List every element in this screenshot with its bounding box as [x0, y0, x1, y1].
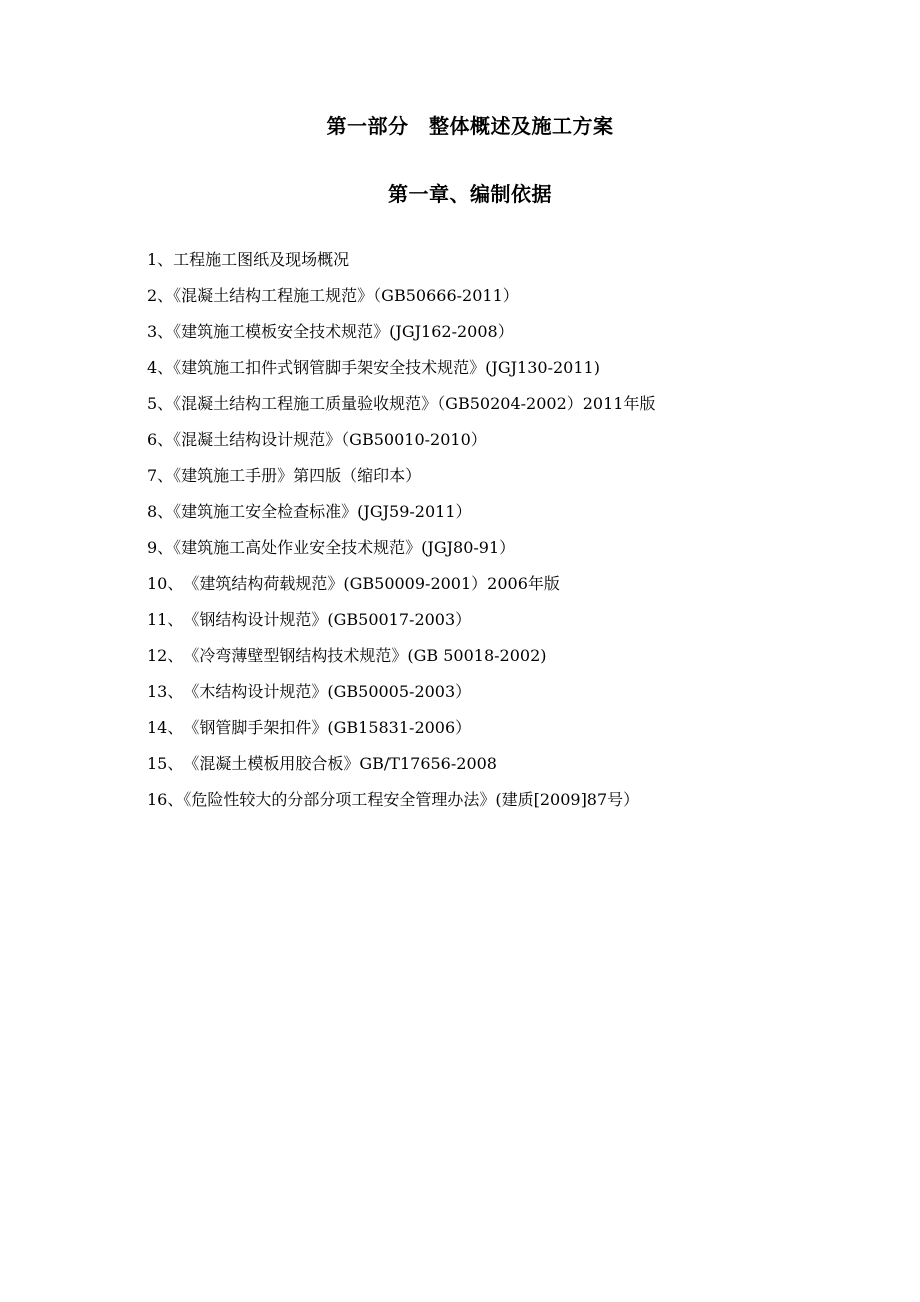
reference-item-15: 15、 《混凝土模板用胶合板》GB/T17656-2008 — [147, 754, 497, 773]
reference-list — [147, 247, 887, 823]
reference-item-8: 8、《建筑施工安全检查标准》(JGJ59-2011） — [147, 502, 472, 521]
reference-item-10: 10、 《建筑结构荷载规范》(GB50009-2001）2006年版 — [147, 574, 560, 593]
part-title: 第一部分 整体概述及施工方案 — [326, 114, 614, 138]
chapter-title: 第一章、编制依据 — [388, 182, 552, 206]
reference-item-13: 13、 《木结构设计规范》(GB50005-2003） — [147, 682, 472, 701]
reference-item-9: 9、《建筑施工高处作业安全技术规范》(JGJ80-91） — [147, 538, 516, 557]
reference-item-12: 12、 《冷弯薄壁型钢结构技术规范》(GB 50018-2002) — [147, 646, 547, 665]
reference-item-2: 2、《混凝土结构工程施工规范》（GB50666-2011） — [147, 286, 519, 305]
reference-item-16: 16、《危险性较大的分部分项工程安全管理办法》(建质[2009]87号） — [147, 790, 640, 809]
reference-item-11: 11、 《钢结构设计规范》(GB50017-2003） — [147, 610, 472, 629]
reference-item-3: 3、《建筑施工模板安全技术规范》(JGJ162-2008） — [147, 322, 514, 341]
reference-item-5: 5、《混凝土结构工程施工质量验收规范》（GB50204-2002）2011年版 — [147, 394, 656, 413]
reference-item-14: 14、 《钢管脚手架扣件》(GB15831-2006） — [147, 718, 472, 737]
reference-item-4: 4、《建筑施工扣件式钢管脚手架安全技术规范》(JGJ130-2011) — [147, 358, 600, 377]
reference-item-1: 1、工程施工图纸及现场概况 — [147, 250, 350, 269]
reference-item-6: 6、《混凝土结构设计规范》（GB50010-2010） — [147, 430, 487, 449]
reference-item-7: 7、《建筑施工手册》第四版（缩印本） — [147, 466, 422, 485]
